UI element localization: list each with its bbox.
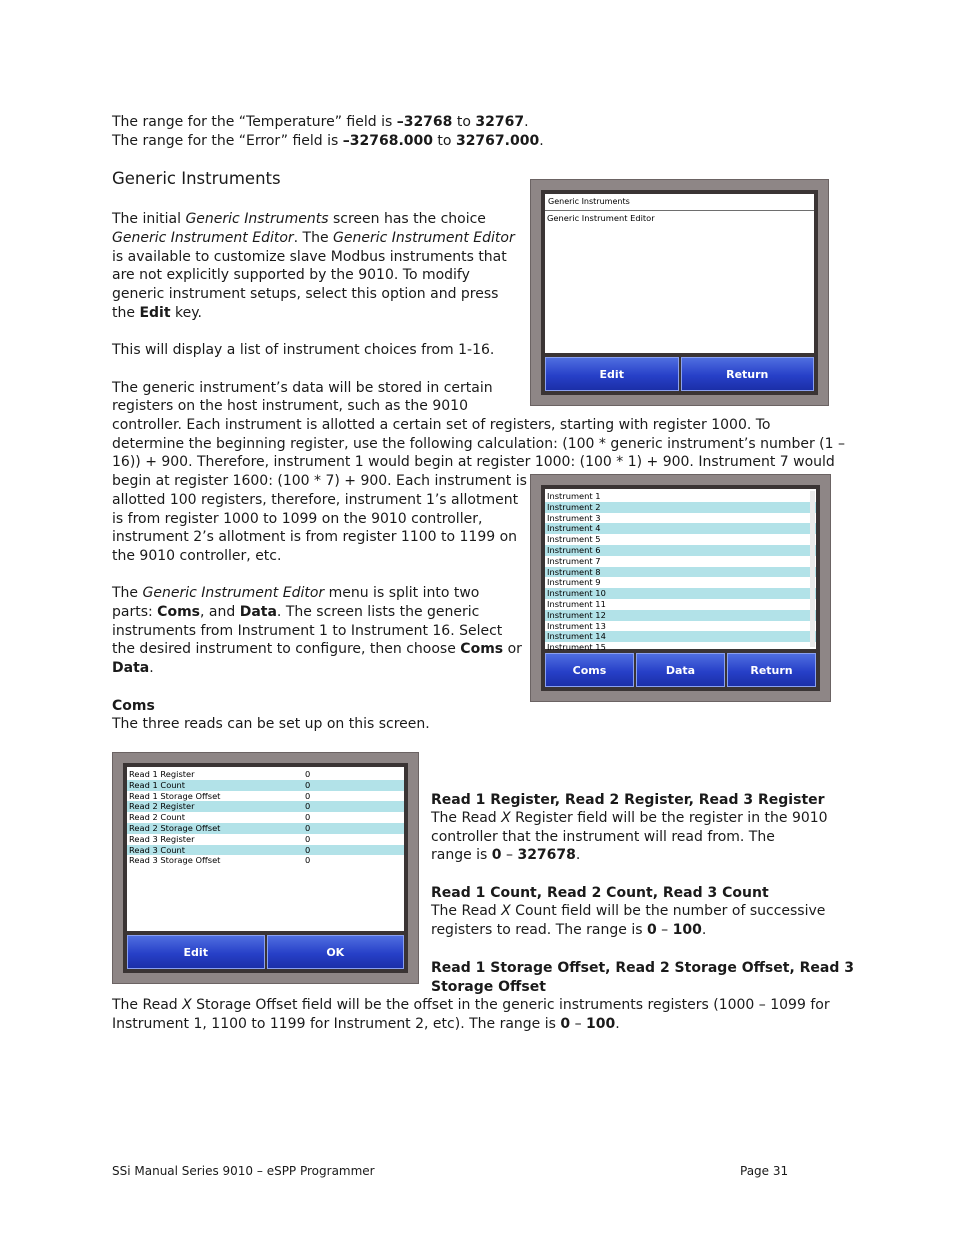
- temp-max-value: 32767: [475, 114, 525, 130]
- text: , and: [200, 604, 240, 620]
- text: registers to read. The range is: [431, 922, 647, 938]
- text: X: [501, 903, 511, 919]
- settings-row[interactable]: [127, 791, 404, 802]
- list-item[interactable]: Instrument 14: [545, 631, 816, 642]
- text: –: [501, 847, 518, 863]
- text: parts:: [112, 604, 158, 620]
- settings-row[interactable]: [127, 855, 404, 866]
- settings-row[interactable]: [127, 845, 404, 856]
- list-item[interactable]: Instrument 11: [547, 598, 606, 609]
- coms-heading: Coms: [112, 698, 155, 714]
- settings-row[interactable]: [127, 801, 404, 812]
- instrument-list-screenshot: [530, 474, 831, 702]
- text: range is: [431, 847, 492, 863]
- text: .: [149, 660, 154, 676]
- setting-value: 0: [305, 812, 311, 823]
- text: Data: [112, 660, 150, 676]
- device-bezel: [541, 485, 820, 691]
- text: Data: [239, 604, 277, 620]
- temperature-range-line: [112, 113, 529, 132]
- text: 327678: [517, 847, 576, 863]
- text: . The: [293, 230, 334, 246]
- text: Generic Instruments: [185, 211, 329, 227]
- register-heading: Read 1 Register, Read 2 Register, Read 3 Register: [431, 792, 825, 808]
- text: 0: [560, 1016, 571, 1032]
- footer-title: SSi Manual Series 9010 – eSPP Programmer: [112, 1164, 375, 1178]
- paragraph-line: the 9010 controller, etc.: [112, 548, 282, 564]
- list-item[interactable]: Instrument 2: [545, 502, 816, 513]
- setting-label: Read 3 Register: [129, 833, 195, 844]
- paragraph-line: [431, 902, 825, 921]
- text: Instrument 1, 1100 to 1199 for Instrument 2, etc). The range is: [112, 1016, 561, 1032]
- paragraph-line: [112, 1015, 620, 1034]
- list-item[interactable]: Instrument 5: [547, 534, 601, 545]
- text: .: [615, 1016, 620, 1032]
- text: the: [112, 305, 140, 321]
- settings-row[interactable]: [127, 769, 404, 780]
- paragraph-line: determine the beginning register, use the following calculation: (100 * generic instrument’s number (1 –: [112, 436, 846, 452]
- setting-value: 0: [305, 855, 311, 866]
- return-button[interactable]: Return: [681, 357, 815, 391]
- coms-button[interactable]: Coms: [545, 653, 634, 687]
- device-bezel: [541, 190, 818, 395]
- err-max-value: 32767.000: [455, 133, 540, 149]
- list-item[interactable]: Instrument 1: [547, 491, 601, 501]
- setting-label: Read 2 Register: [129, 801, 195, 812]
- text: .: [524, 114, 529, 130]
- data-button[interactable]: Data: [636, 653, 725, 687]
- paragraph-line: [431, 846, 580, 865]
- offset-heading: Storage Offset: [431, 979, 546, 995]
- ok-button[interactable]: OK: [267, 935, 405, 969]
- paragraph-line: This will display a list of instrument choices from 1-16.: [112, 342, 495, 358]
- text: Register field will be the register in the 9010: [510, 810, 828, 826]
- list-item[interactable]: Instrument 7: [547, 555, 601, 566]
- paragraph-line: controller. Each instrument is allotted a certain set of registers, starting with register 1000. To: [112, 417, 771, 433]
- text: –: [656, 922, 673, 938]
- offset-heading: Read 1 Storage Offset, Read 2 Storage Offset, Read 3: [431, 960, 855, 976]
- text: .: [575, 847, 581, 863]
- text: 100: [672, 922, 702, 938]
- section-heading: Generic Instruments: [112, 169, 281, 188]
- paragraph-line: are not explicitly supported by the 9010. To modify: [112, 267, 470, 283]
- screen-area: [545, 489, 816, 653]
- return-button[interactable]: Return: [727, 653, 816, 687]
- error-range-line: [112, 132, 544, 151]
- text: Storage Offset field will be the offset in the generic instruments registers (1000 – 1099 for: [191, 997, 830, 1013]
- setting-value: 0: [305, 833, 311, 844]
- button-bar: [545, 357, 814, 391]
- text: to: [452, 114, 476, 130]
- device-bezel: [123, 763, 408, 973]
- list-item[interactable]: Instrument 13: [547, 620, 606, 631]
- button-bar: [127, 935, 404, 969]
- setting-label: Read 3 Storage Offset: [129, 855, 221, 866]
- paragraph-line: [112, 640, 522, 659]
- button-bar: [545, 653, 816, 687]
- setting-label: Read 1 Register: [129, 769, 195, 779]
- count-heading: Read 1 Count, Read 2 Count, Read 3 Count: [431, 885, 769, 901]
- paragraph-line: is from register 1000 to 1099 on the 9010 controller,: [112, 511, 483, 527]
- screen-area: [127, 767, 404, 931]
- text: Generic Instrument Editor: [333, 230, 515, 246]
- settings-row[interactable]: [127, 834, 404, 845]
- text: Generic Instrument Editor: [142, 585, 325, 601]
- setting-label: Read 3 Count: [129, 844, 186, 855]
- paragraph-line: The three reads can be set up on this screen.: [112, 716, 430, 732]
- text: The: [112, 585, 143, 601]
- setting-value: 0: [305, 822, 311, 833]
- list-item[interactable]: Instrument 6: [545, 545, 816, 556]
- screen-title: Generic Instruments: [545, 194, 814, 211]
- text: 100: [586, 1016, 616, 1032]
- setting-label: Read 1 Storage Offset: [129, 790, 221, 801]
- screen-area: [545, 194, 814, 353]
- paragraph-line: [112, 996, 830, 1015]
- paragraph-line: begin at register 1600: (100 * 7) + 900. Each instrument is: [112, 473, 527, 489]
- text: Coms: [157, 604, 200, 620]
- text: 0: [646, 922, 657, 938]
- settings-row[interactable]: [127, 812, 404, 823]
- list-item[interactable]: Instrument 9: [547, 577, 601, 588]
- coms-settings-screenshot: [112, 752, 419, 984]
- paragraph-line: instruments from Instrument 1 to Instrument 16. Select: [112, 623, 503, 639]
- scrollbar[interactable]: [810, 491, 815, 647]
- edit-button[interactable]: Edit: [127, 935, 265, 969]
- paragraph-line: controller that the instrument will read from. The: [431, 829, 775, 845]
- page-number: Page 31: [740, 1164, 789, 1178]
- text: Coms: [460, 641, 504, 657]
- text: .: [701, 922, 707, 938]
- paragraph-line: is available to customize slave Modbus instruments that: [112, 249, 507, 265]
- list-item[interactable]: Instrument 12: [545, 610, 816, 621]
- paragraph-line: [431, 921, 706, 940]
- paragraph-line: instrument 2’s allotment is from register 1100 to 1199 on: [112, 529, 518, 545]
- setting-label: Read 1 Count: [129, 779, 186, 790]
- paragraph-line: [112, 603, 479, 622]
- setting-value: 0: [305, 779, 311, 790]
- setting-value: 0: [305, 790, 311, 801]
- list-item[interactable]: Instrument 3: [547, 512, 601, 523]
- text: X: [501, 810, 511, 826]
- text: The Read: [431, 903, 502, 919]
- paragraph-line: [112, 210, 486, 229]
- text: The Read: [112, 997, 183, 1013]
- text: .: [539, 133, 544, 149]
- setting-label: Read 2 Storage Offset: [129, 822, 221, 833]
- list-item[interactable]: Instrument 10: [545, 588, 816, 599]
- paragraph-line: [431, 809, 828, 828]
- list-item[interactable]: Generic Instrument Editor: [547, 213, 655, 223]
- setting-value: 0: [305, 844, 311, 855]
- paragraph-line: allotted 100 registers, therefore, instrument 1’s allotment: [112, 492, 519, 508]
- text: . The screen lists the generic: [276, 604, 480, 620]
- text: to: [432, 133, 456, 149]
- text: The range for the “Temperature” field is: [112, 114, 397, 130]
- text: key.: [170, 305, 202, 321]
- paragraph-line: The generic instrument’s data will be stored in certain: [112, 380, 493, 396]
- text: Edit: [139, 305, 171, 321]
- text: screen has the choice: [328, 211, 486, 227]
- list-item[interactable]: Instrument 15: [547, 642, 606, 653]
- text: The initial: [112, 211, 186, 227]
- text: Generic Instrument Editor: [112, 230, 294, 246]
- text: 0: [491, 847, 502, 863]
- text: Count field will be the number of successive: [510, 903, 826, 919]
- paragraph-line: [112, 659, 154, 678]
- settings-row[interactable]: [127, 823, 404, 834]
- paragraph-line: generic instrument setups, select this option and press: [112, 286, 499, 302]
- text: or: [503, 641, 522, 657]
- err-min-value: –32768.000: [342, 133, 433, 149]
- setting-value: 0: [305, 801, 311, 812]
- text: The Read: [431, 810, 502, 826]
- text: X: [182, 997, 192, 1013]
- paragraph-line: [112, 229, 515, 248]
- text: menu is split into two: [324, 585, 480, 601]
- temp-min-value: –32768: [396, 114, 453, 130]
- edit-button[interactable]: Edit: [545, 357, 679, 391]
- settings-row[interactable]: [127, 780, 404, 791]
- generic-instruments-screenshot: [530, 179, 829, 406]
- list-item[interactable]: Instrument 8: [545, 567, 816, 578]
- paragraph-line: registers on the host instrument, such as the 9010: [112, 398, 468, 414]
- text: the desired instrument to configure, then choose: [112, 641, 461, 657]
- paragraph-line: [112, 584, 479, 603]
- paragraph-line: 16)) + 900. Therefore, instrument 1 would begin at register 1000: (100 * 1) + 900. Instrument 7 would: [112, 454, 835, 470]
- text: The range for the “Error” field is: [112, 133, 343, 149]
- paragraph-line: [112, 304, 202, 323]
- list-item[interactable]: Instrument 4: [545, 523, 816, 534]
- text: –: [570, 1016, 587, 1032]
- setting-label: Read 2 Count: [129, 812, 186, 823]
- setting-value: 0: [305, 769, 311, 779]
